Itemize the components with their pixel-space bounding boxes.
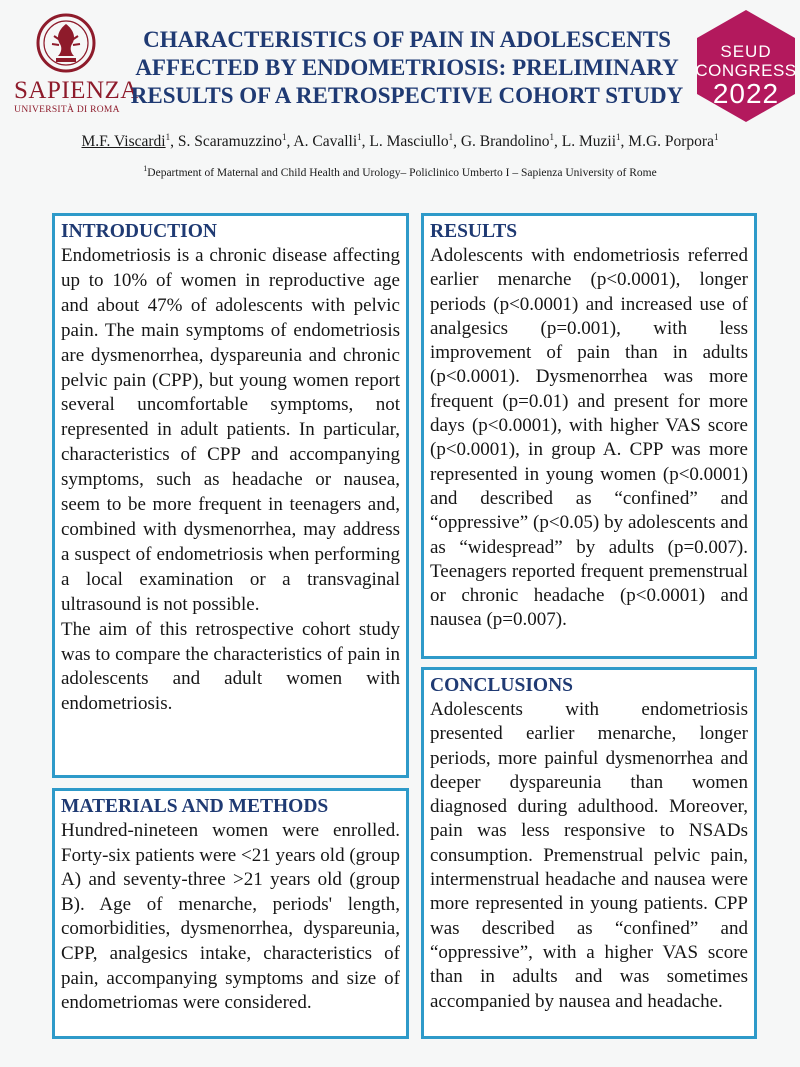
sapienza-logo (14, 8, 139, 126)
poster-title: CHARACTERISTICS OF PAIN IN ADOLESCENTS AFFECTED BY ENDOMETRIOSIS: PRELIMINARY RESULTS OF A RETROSPECTIVE COHORT STUDY (130, 27, 684, 108)
author: M.G. Porpora$^1$ (628, 132, 719, 151)
author: G. Brandolino$^1$ (460, 132, 555, 151)
author: L. Masciullo$^1$ (369, 132, 454, 151)
introduction-aim-paragraph: The aim of this retrospective cohort study was to compare the characteristics of pain in adolescents and adult women with endometriosis. (61, 618, 400, 715)
introduction-section (52, 213, 409, 778)
university-seal-icon (36, 12, 96, 74)
introduction-paragraph: Endometriosis is a chronic disease affecting up to 10% of women in reproductive age and about 47% of adolescents with pelvic pain. The main symptoms of endometriosis are dysmenorrhea, dyspareunia and chronic pelvic pain (CPP), but young women report several uncomfortable symptoms, not represented in adult patients. In particular, characteristics of CPP and accompanying symptoms, such as headache or nausea, seem to be more frequent in teenagers and, combined with dysmenorrhea, may address a suspect of endometriosis when performing a local examination or a transvaginal ultrasound is not possible. (61, 245, 400, 615)
affiliation-mark: 1 (143, 164, 148, 173)
results-heading: RESULTS (430, 221, 518, 242)
logo-name: SAPIENZA (14, 77, 139, 104)
affiliation-text: Department of Maternal and Child Health and Urology– Policlinico Umberto I – Sapienza University of Rome (147, 166, 657, 179)
results-paragraph: Adolescents with endometriosis referred earlier menarche (p<0.0001), longer periods (p<0.0001) and increased use of analgesics (p=0.001), with less improvement of pain than in adults (p<0.0001). Dysmenorrhea was more frequent (p=0.01) and present for more days (p<0.0001), with higher VAS score (p<0.0001), in group A. CPP was more represented in young women (p<0.0001) and described as “confined” and “oppressive” (p<0.05) by adolescents and as “widespread” by adults (p=0.007). Teenagers reported frequent premenstrual or chronic headache (p<0.0001) and nausea (p=0.007). (430, 245, 748, 631)
author: S. Scaramuzzino$^1$ (177, 132, 287, 151)
conclusions-paragraph: Adolescents with endometriosis presented earlier menarche, longer periods, more painful dysmenorrhea and deeper dyspareunia than women diagnosed during adulthood. Moreover, pain was less responsive to NSADs consumption. Premenstrual pelvic pain, intermenstrual headache and nausea were more represented in young patients. CPP was described as “confined” and “oppressive”, with a higher VAS score than in adults and was sometimes accompanied by nausea and headache. (430, 699, 748, 1012)
results-section (421, 213, 757, 659)
badge-line-congress: CONGRESS (695, 61, 797, 80)
author: A. Cavalli$^1$ (293, 132, 362, 151)
introduction-heading: INTRODUCTION (61, 221, 218, 242)
author-list: M.F. Viscardi$^1$, S. Scaramuzzino$^1$, A. Cavalli$^1$, L. Masciullo$^1$, G. Brandolino$^1$, L. Muzii$^1$, M.G. Porpora$^1$ (81, 132, 719, 151)
affiliation (0, 164, 800, 179)
methods-paragraph: Hundred-nineteen women were enrolled. Forty-six patients were <21 years old (group A) and seventy-three >21 years old (group B). Age of menarche, periods' length, comorbidities, dysmenorrhea, dyspareunia, CPP, analgesics intake, characteristics of pain, accompanying symptoms and size of endometriomas were considered. (61, 820, 400, 1014)
conclusions-heading: CONCLUSIONS (430, 675, 574, 696)
logo-subtitle: UNIVERSITÀ DI ROMA (14, 105, 120, 115)
methods-section (52, 788, 409, 1039)
conclusions-section (421, 667, 757, 1039)
author: M.F. Viscardi$^1$ (81, 132, 171, 151)
author: L. Muzii$^1$ (561, 132, 621, 151)
methods-heading: MATERIALS AND METHODS (61, 796, 329, 817)
badge-line-year: 2022 (712, 78, 780, 109)
congress-badge (694, 8, 798, 124)
badge-line-seud: SEUD (720, 42, 772, 61)
